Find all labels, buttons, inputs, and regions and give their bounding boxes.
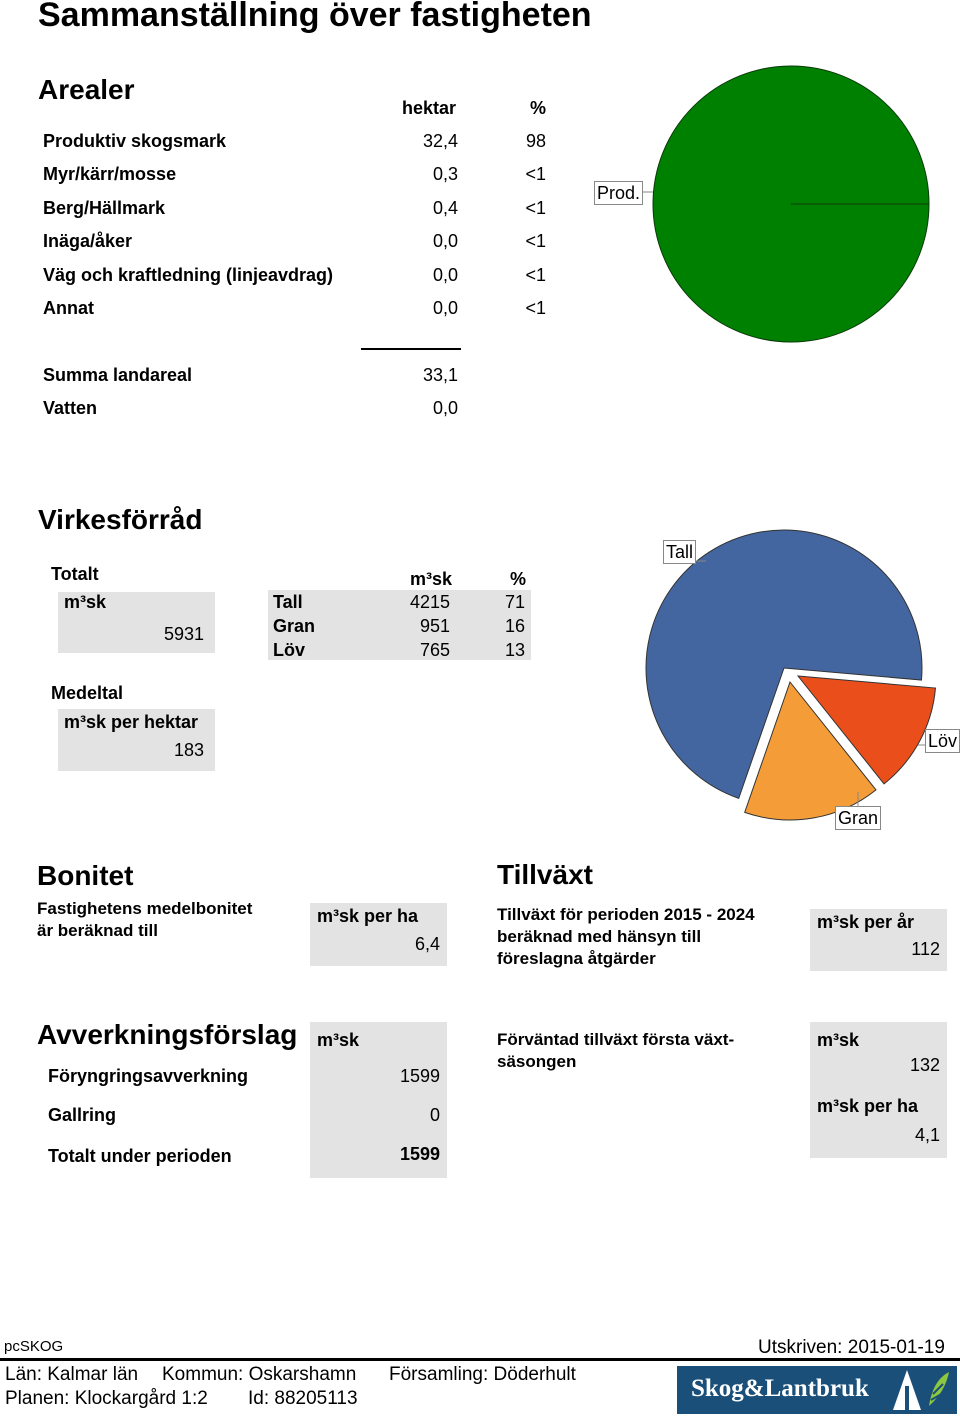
arealer-col-pct: % xyxy=(530,98,547,118)
arealer-row-hektar: 0,4 xyxy=(432,198,458,218)
pie-label-lov: Löv xyxy=(925,729,960,753)
pie-label-gran: Gran xyxy=(835,806,881,830)
arealer-row-pct: <1 xyxy=(525,298,546,318)
bonitet-value: 6,4 xyxy=(414,934,440,954)
species-m3sk: 4215 xyxy=(409,592,450,612)
tillvaxt-heading: Tillväxt xyxy=(497,859,593,890)
bonitet-text-line2: är beräknad till xyxy=(37,921,158,940)
bonitet-unit: m³sk per ha xyxy=(317,906,419,926)
species-col-m3sk: m³sk xyxy=(410,569,453,589)
arealer-heading: Arealer xyxy=(38,74,135,105)
arealer-row-label: Produktiv skogsmark xyxy=(43,131,227,151)
totalt-label: Totalt xyxy=(51,564,99,584)
forvantad-unit2: m³sk per ha xyxy=(817,1096,919,1116)
arealer-row-label: Annat xyxy=(43,298,94,318)
arealer-row-hektar: 0,3 xyxy=(432,164,458,184)
arealer-col-hektar: hektar xyxy=(402,98,457,118)
species-label: Löv xyxy=(273,640,306,660)
species-col-pct: % xyxy=(510,569,527,589)
summa-label: Summa landareal xyxy=(43,365,193,385)
arealer-row-label: Väg och kraftledning (linjeavdrag) xyxy=(43,265,334,285)
species-pct: 16 xyxy=(504,616,525,636)
species-m3sk: 765 xyxy=(419,640,450,660)
footer-printed xyxy=(758,1337,945,1359)
footer-id: Id: 88205113 xyxy=(248,1388,358,1409)
arealer-row-pct: <1 xyxy=(525,198,546,218)
bonitet-heading: Bonitet xyxy=(37,860,134,891)
footer-program: pcSKOG xyxy=(4,1338,64,1355)
forvantad-text-line1: Förväntad tillväxt första växt- xyxy=(497,1030,735,1049)
footer-lan: Län: Kalmar län xyxy=(5,1364,139,1385)
species-label: Gran xyxy=(273,616,316,636)
page-title: Sammanställning över fastigheten xyxy=(38,0,592,34)
species-m3sk: 951 xyxy=(419,616,450,636)
forvantad-unit1: m³sk xyxy=(817,1030,860,1050)
tree-icon xyxy=(885,1366,955,1414)
footer-divider xyxy=(0,1358,960,1361)
virkesforrad-pie-slices xyxy=(646,530,935,820)
footer-planen: Planen: Klockargård 1:2 xyxy=(5,1388,208,1409)
tillvaxt-value: 112 xyxy=(911,939,940,959)
skog-lantbruk-logo xyxy=(677,1366,957,1414)
species-pct: 13 xyxy=(504,640,525,660)
arealer-row-label: Inäga/åker xyxy=(43,231,133,251)
avverkning-row-value: 1599 xyxy=(399,1066,440,1086)
avverkning-row-label: Gallring xyxy=(48,1105,117,1125)
bonitet-text-line1: Fastighetens medelbonitet xyxy=(37,899,253,918)
avverkning-total-value: 1599 xyxy=(399,1144,440,1164)
arealer-row-pct: <1 xyxy=(525,164,546,184)
species-pct: 71 xyxy=(504,592,525,612)
arealer-row-label: Berg/Hällmark xyxy=(43,198,166,218)
arealer-row-pct: <1 xyxy=(525,231,546,251)
avverkning-total-label: Totalt under perioden xyxy=(48,1146,232,1166)
arealer-row-pct: 98 xyxy=(525,131,546,151)
footer-forsamling: Församling: Döderhult xyxy=(389,1364,576,1385)
totalt-unit: m³sk xyxy=(64,592,107,612)
arealer-row-hektar: 32,4 xyxy=(422,131,458,151)
tillvaxt-text-line2: beräknad med hänsyn till xyxy=(497,927,702,946)
tillvaxt-text-line1: Tillväxt för perioden 2015 - 2024 xyxy=(497,905,755,924)
arealer-row-hektar: 0,0 xyxy=(432,298,458,318)
summa-value: 33,1 xyxy=(422,365,458,385)
tillvaxt-text-line3: föreslagna åtgärder xyxy=(497,949,656,968)
virkesforrad-heading: Virkesförråd xyxy=(38,504,203,535)
forvantad-value1: 132 xyxy=(909,1055,940,1075)
arealer-row-pct: <1 xyxy=(525,265,546,285)
totalt-value: 5931 xyxy=(163,624,204,644)
avverkning-heading: Avverkningsförslag xyxy=(37,1019,298,1050)
medeltal-label: Medeltal xyxy=(51,683,124,703)
vatten-value: 0,0 xyxy=(432,398,458,418)
pie-label-prod: Prod. xyxy=(594,181,643,205)
species-label: Tall xyxy=(273,592,303,612)
per-hektar-label: m³sk per hektar xyxy=(64,712,199,732)
footer-kommun: Kommun: Oskarshamn xyxy=(162,1364,357,1385)
avverkning-row-value: 0 xyxy=(429,1105,440,1125)
per-hektar-value: 183 xyxy=(173,740,204,760)
avverkning-row-label: Föryngringsavverkning xyxy=(48,1066,249,1086)
tillvaxt-unit: m³sk per år xyxy=(817,912,915,932)
arealer-row-hektar: 0,0 xyxy=(432,231,458,251)
forvantad-value2: 4,1 xyxy=(914,1125,940,1145)
arealer-row-label: Myr/kärr/mosse xyxy=(43,164,177,184)
footer-printed-label: Utskriven: xyxy=(758,1337,843,1358)
forvantad-text-line2: säsongen xyxy=(497,1052,577,1071)
pie-label-tall: Tall xyxy=(663,540,696,564)
arealer-row-hektar: 0,0 xyxy=(432,265,458,285)
vatten-label: Vatten xyxy=(43,398,98,418)
logo-text: Skog&Lantbruk xyxy=(691,1375,869,1402)
avverkning-unit: m³sk xyxy=(317,1030,360,1050)
footer-printed-date: 2015-01-19 xyxy=(847,1337,945,1358)
